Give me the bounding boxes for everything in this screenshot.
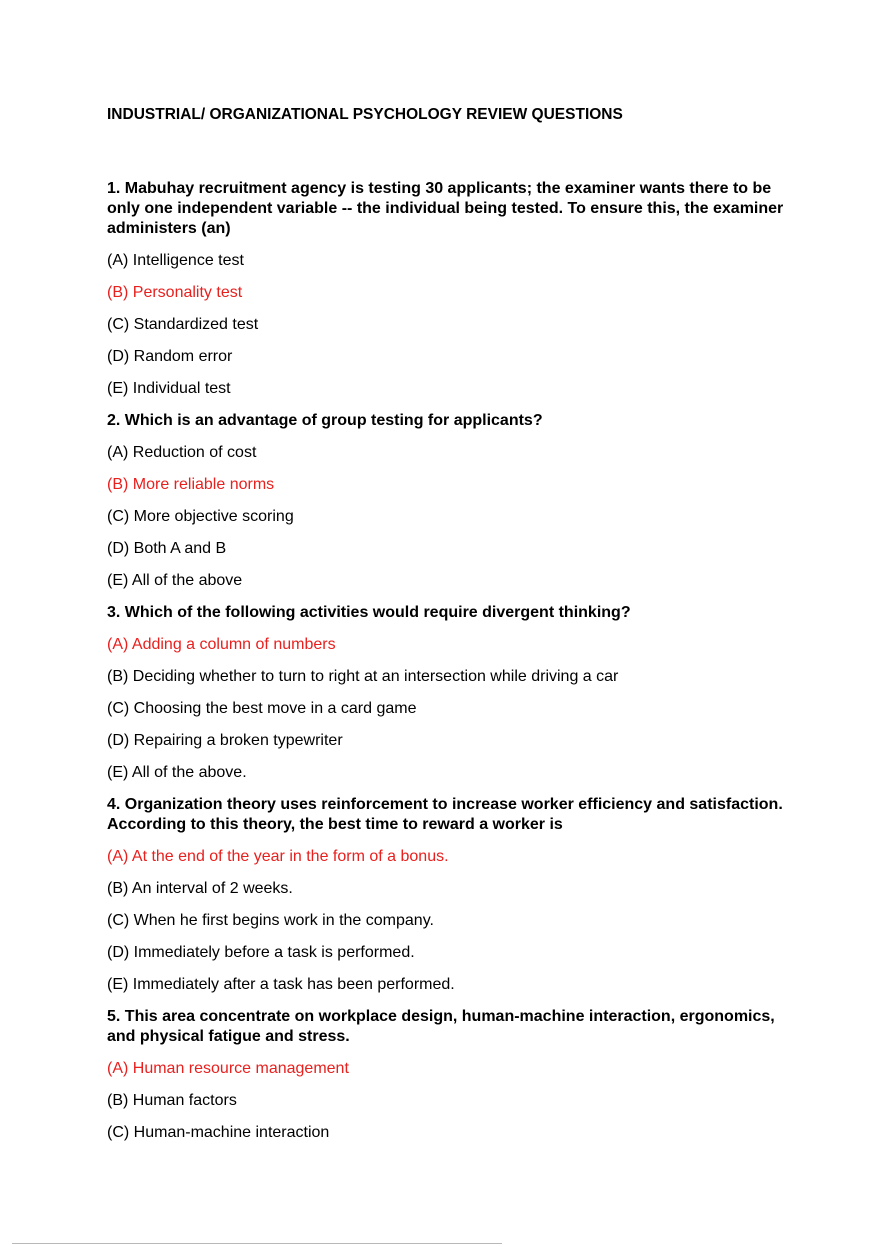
answer-option: (A) Reduction of cost xyxy=(107,444,257,461)
question-text: 2. Which is an advantage of group testing for applicants? xyxy=(107,412,543,429)
answer-option-highlighted: (B) More reliable norms xyxy=(107,476,275,493)
answer-option: (D) Immediately before a task is performed. xyxy=(107,944,415,961)
question-text: 1. Mabuhay recruitment agency is testing 30 applicants; the examiner wants there to be only one independent variable -- the individual being tested. To ensure this, the examiner administers (an) xyxy=(107,180,784,237)
answer-option: (C) More objective scoring xyxy=(107,508,294,525)
question-text: 5. This area concentrate on workplace design, human-machine interaction, ergonomics, and physical fatigue and stress. xyxy=(107,1008,775,1045)
answer-option: (E) All of the above. xyxy=(107,764,247,781)
answer-option: (D) Both A and B xyxy=(107,540,227,557)
answer-option: (A) Intelligence test xyxy=(107,252,244,269)
answer-option-highlighted: (A) Human resource management xyxy=(107,1060,349,1077)
answer-option-highlighted: (A) Adding a column of numbers xyxy=(107,636,336,653)
answer-option: (C) When he first begins work in the company. xyxy=(107,912,434,929)
answer-option-highlighted: (B) Personality test xyxy=(107,284,243,301)
answer-option: (B) An interval of 2 weeks. xyxy=(107,880,293,897)
question-text: 4. Organization theory uses reinforcement to increase worker efficiency and satisfaction. According to this theory, the best time to reward a worker is xyxy=(107,796,783,833)
answer-option: (E) All of the above xyxy=(107,572,243,589)
answer-option-highlighted: (A) At the end of the year in the form of a bonus. xyxy=(107,848,449,865)
answer-option: (C) Choosing the best move in a card game xyxy=(107,700,417,717)
answer-option: (D) Random error xyxy=(107,348,233,365)
answer-option: (E) Individual test xyxy=(107,380,231,397)
answer-option: (C) Standardized test xyxy=(107,316,259,333)
page-title: INDUSTRIAL/ ORGANIZATIONAL PSYCHOLOGY REVIEW QUESTIONS xyxy=(107,106,623,123)
question-list xyxy=(107,179,787,1143)
answer-option: (C) Human-machine interaction xyxy=(107,1124,330,1141)
answer-option: (B) Deciding whether to turn to right at an intersection while driving a car xyxy=(107,668,619,685)
question-text: 3. Which of the following activities would require divergent thinking? xyxy=(107,604,631,621)
answer-option: (E) Immediately after a task has been performed. xyxy=(107,976,455,993)
answer-option: (B) Human factors xyxy=(107,1092,237,1109)
answer-option: (D) Repairing a broken typewriter xyxy=(107,732,343,749)
footer-divider xyxy=(12,1243,502,1244)
document-body xyxy=(107,105,787,1143)
